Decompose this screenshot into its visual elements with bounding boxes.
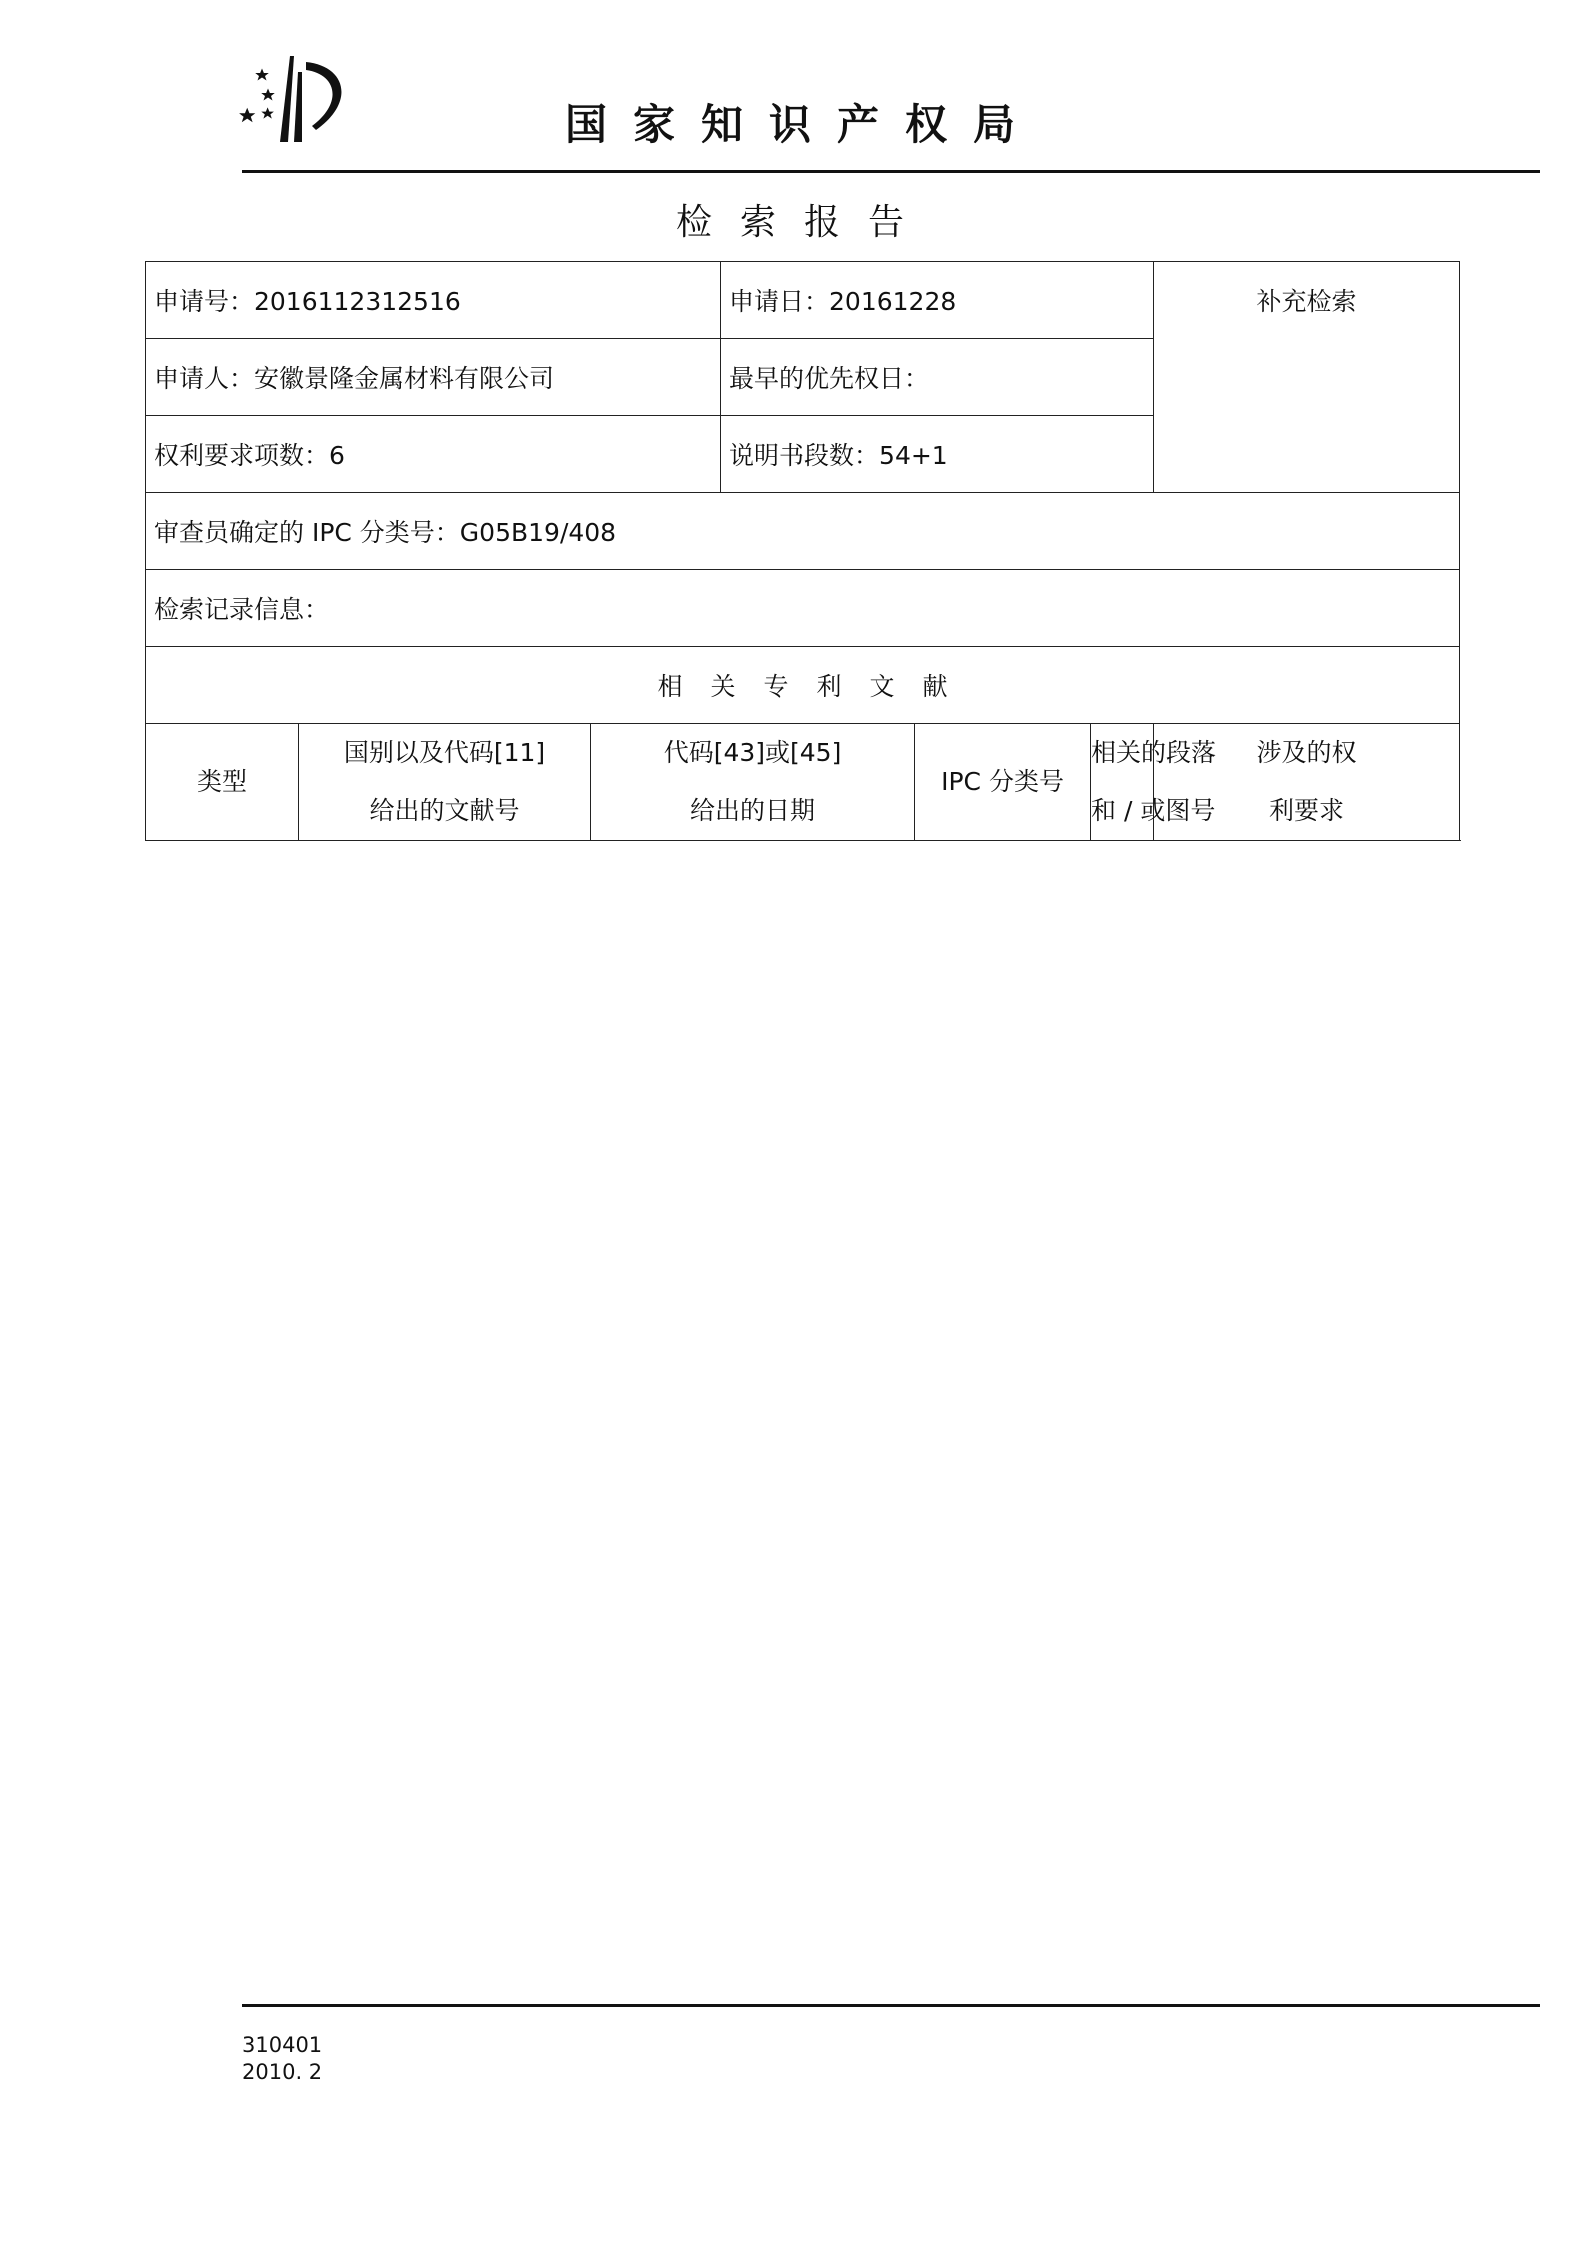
related-documents-title: 相关专利文献 <box>146 647 1460 724</box>
application-number: 申请号：2016112312516 <box>146 262 721 339</box>
ipc-classification: 审查员确定的 IPC 分类号：G05B19/408 <box>146 493 1460 570</box>
claims-count: 权利要求项数：6 <box>146 416 721 493</box>
column-header-claims: 涉及的权 利要求 <box>1154 724 1460 841</box>
report-table <box>145 261 1460 841</box>
application-date: 申请日：20161228 <box>721 262 1154 339</box>
footer-rule <box>242 2004 1540 2007</box>
column-header-ipc: IPC 分类号 <box>915 724 1091 841</box>
form-code: 310401 <box>242 2033 323 2057</box>
cnipa-logo <box>236 52 356 144</box>
header-rule <box>242 170 1540 173</box>
supplementary-search: 补充检索 <box>1154 262 1460 493</box>
column-header-type: 类型 <box>146 724 299 841</box>
applicant: 申请人：安徽景隆金属材料有限公司 <box>146 339 721 416</box>
column-header-date: 代码[43]或[45] 给出的日期 <box>591 724 915 841</box>
footer <box>242 2032 322 2086</box>
report-title: 检索报告 <box>676 202 933 243</box>
organization-name: 国家知识产权局 <box>565 100 1042 149</box>
form-version: 2010. 2 <box>242 2060 323 2084</box>
search-record-info: 检索记录信息： <box>146 570 1460 647</box>
column-header-paragraphs: 相关的段落 和 / 或图号 <box>1091 724 1154 841</box>
description-paragraphs: 说明书段数：54+1 <box>721 416 1154 493</box>
earliest-priority-date: 最早的优先权日： <box>721 339 1154 416</box>
column-header-document-number: 国别以及代码[11] 给出的文献号 <box>299 724 591 841</box>
